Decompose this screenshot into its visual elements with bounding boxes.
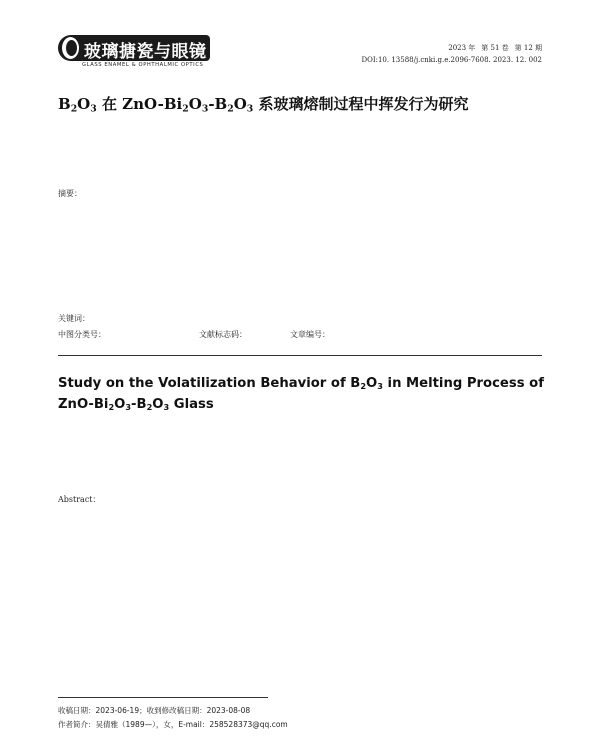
issue-year: 2023 年 (448, 44, 476, 52)
title-cn-seg: -B (208, 95, 228, 113)
doi: DOI:10. 13588/j.cnki.g.e.2096-7608. 2023. 12. 002 (361, 56, 542, 64)
title-en-seg: Glass (169, 397, 214, 412)
journal-logo (58, 35, 210, 71)
title-en-seg: -B (131, 397, 147, 412)
title-en-seg: O (152, 397, 164, 412)
title-cn-sub: 2 (70, 103, 78, 115)
received-date: 收稿日期：2023-06-19；收到修改稿日期：2023-08-08 (58, 706, 251, 715)
title-en-seg: O (366, 376, 378, 391)
title-cn-seg: O (233, 95, 247, 113)
title-cn-sub: 3 (90, 103, 97, 115)
title-cn-sub: 3 (246, 103, 254, 115)
title-en-sub: 3 (125, 402, 132, 413)
issue-info (362, 42, 543, 66)
title-en-sub: 2 (108, 402, 115, 413)
title-en-seg: O (114, 397, 126, 412)
doc-code-label: 文献标志码： (199, 330, 247, 339)
title-cn-seg: O (77, 95, 91, 113)
title-cn-seg: O (188, 95, 202, 113)
title-en-sub: 2 (360, 381, 367, 392)
author-bio: 作者简介：吴倩雅（1989—），女，E-mail：258528373@qq.com (58, 720, 288, 729)
section-divider (58, 355, 542, 356)
footnote-divider (58, 697, 268, 698)
title-en-sub: 2 (146, 402, 153, 413)
abstract-en-label: Abstract： (58, 495, 101, 504)
issue-number: 第 12 期 (514, 44, 542, 52)
issue-volume: 第 51 卷 (481, 44, 509, 52)
title-cn-sub: 3 (201, 103, 209, 115)
lens-inner-icon (66, 40, 77, 56)
journal-name-en: GLASS ENAMEL & OPHTHALMIC OPTICS (82, 62, 204, 68)
title-cn-seg: 系玻璃熔制过程中挥发行为研究 (253, 95, 469, 113)
journal-name-cn: 玻璃搪瓷与眼镜 (84, 42, 207, 62)
title-cn-seg: B (58, 95, 71, 113)
title-cn-sub: 2 (182, 103, 189, 115)
title-cn (58, 93, 469, 114)
title-cn-sub: 2 (227, 103, 234, 115)
title-en-seg: Study on the Volatilization Behavior of B (58, 376, 361, 391)
title-en-seg: in Melting Process of ZnO-Bi (58, 376, 544, 412)
issue-line (362, 42, 543, 54)
title-cn-seg: 在 ZnO-Bi (96, 95, 183, 113)
title-en-sub: 3 (163, 402, 170, 413)
logo-badge (58, 35, 210, 61)
article-no-label: 文章编号： (290, 330, 330, 339)
abstract-cn-label: 摘要： (58, 189, 82, 198)
clc-label: 中图分类号： (58, 330, 106, 339)
title-en (58, 373, 548, 415)
title-en-sub: 3 (377, 381, 383, 392)
keywords-label: 关键词： (58, 314, 90, 323)
